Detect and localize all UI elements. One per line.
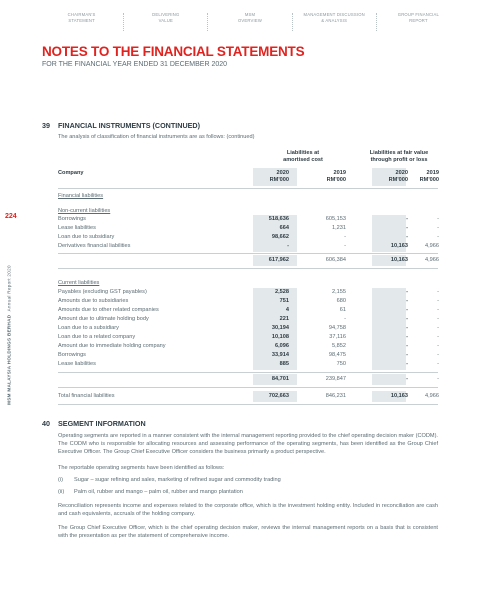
side-running-title <box>7 265 12 405</box>
total-rule <box>58 404 438 405</box>
nav-chairmans-statement[interactable]: CHAIRMAN'S STATEMENT <box>67 12 96 23</box>
table-row-subtotal: 84,701 239,847 - - <box>271 376 439 382</box>
section-39-heading <box>42 121 200 130</box>
column-company-label: Company <box>58 170 84 176</box>
side-company-name: MSM MALAYSIA HOLDINGS BERHAD <box>6 314 12 405</box>
table-row: Loan due to a subsidiary 30,194 94,758 - - <box>58 325 439 331</box>
table-row: Amount due to immediate holding company 6,096 5,852 - - <box>58 343 439 349</box>
column-year-2020-a: 2020 RM'000 <box>269 170 289 183</box>
side-report-name: Annual Report 2020 <box>6 265 12 312</box>
column-group-amortised-cost: Liabilities at amortised cost <box>283 150 323 163</box>
table-row: Loan due to subsidiary 98,662 - - - <box>58 234 439 240</box>
subtotal-rule <box>58 387 438 388</box>
segment-bullet: (i) Sugar – sugar refining and sales, marketing of refined sugar and commodity trading <box>58 477 281 483</box>
segment-paragraph-1: Operating segments are reported in a manner consistent with the internal management reporting provided to the chief operating decision maker (CODM). The CODM who is responsible for allocating resources and assessing performance of the operating segments, has been identified as the Group Chief Executive Officer. The Group Chief Executive Officer considers the business primarily a product perspective. <box>58 433 438 455</box>
section-title: SEGMENT INFORMATION <box>58 419 146 428</box>
table-row-subtotal: 617,962 606,384 10,163 4,966 <box>268 257 439 263</box>
section-number: 39 <box>42 121 50 130</box>
non-current-heading: Non-current liabilities <box>58 208 111 214</box>
header-rule <box>58 188 438 189</box>
current-heading: Current liabilities <box>58 280 100 286</box>
nav-delivering-value[interactable]: DELIVERING VALUE <box>152 12 180 23</box>
segment-paragraph-2: The reportable operating segments have been identified as follows: <box>58 465 225 471</box>
column-year-2019-a: 2019 RM'000 <box>326 170 346 183</box>
segment-bullet: (ii) Palm oil, rubber and mango – palm oil, rubber and mango plantation <box>58 489 243 495</box>
nav-group-financial-report[interactable]: GROUP FINANCIAL REPORT <box>397 12 440 23</box>
table-row: Borrowings 518,636 605,153 - - <box>58 216 439 222</box>
table-row: Derivatives financial liabilities - - 10,163 4,966 <box>58 243 439 249</box>
table-row: Amounts due to subsidiaries 751 680 - - <box>58 298 439 304</box>
table-row <box>58 280 438 287</box>
table-row: Amount due to ultimate holding body 221 - - - <box>58 316 439 322</box>
top-navigation <box>40 12 460 34</box>
financial-liabilities-heading: Financial liabilities <box>58 193 104 199</box>
table-row: Lease liabilities 664 1,231 - - <box>58 225 439 231</box>
page-subtitle: FOR THE FINANCIAL YEAR ENDED 31 DECEMBER 2020 <box>42 61 228 68</box>
section-number: 40 <box>42 419 50 428</box>
page-title: NOTES TO THE FINANCIAL STATEMENTS <box>42 44 305 59</box>
segment-paragraph-4: The Group Chief Executive Officer, which is the chief operating decision maker, reviews the internal management reports on a basis that is consistent with the presentation as per the statement of comprehensive income. <box>58 525 438 539</box>
table-row: Borrowings 33,914 98,475 - - <box>58 352 439 358</box>
nav-management-discussion[interactable]: MANAGEMENT DISCUSSION & ANALYSIS <box>303 12 365 23</box>
table-row: Payables (excluding GST payables) 2,528 2,155 - - <box>58 289 439 295</box>
section-title: FINANCIAL INSTRUMENTS (CONTINUED) <box>58 121 201 130</box>
nav-msm-overview[interactable]: MSM OVERVIEW <box>237 12 263 23</box>
table-row: Lease liabilities 885 750 - - <box>58 361 439 367</box>
table-row: Amounts due to other related companies 4 61 - - <box>58 307 439 313</box>
subtotal-rule <box>58 372 438 373</box>
table-row <box>58 208 438 215</box>
column-group-fair-value: Liabilities at fair value through profit or loss <box>369 150 429 163</box>
segment-paragraph-3: Reconciliation represents income and expenses related to the corporate office, which is the investment holding entity. Included in reconciliation are cash and cash equivalents, accruals of the holding company. <box>58 503 438 517</box>
table-row: Loan due to a related company 10,108 37,116 - - <box>58 334 439 340</box>
table-row-total: Total financial liabilities 702,663 846,231 10,163 4,966 <box>58 393 439 399</box>
subtotal-rule <box>58 268 438 269</box>
page-number: 224 <box>5 213 17 220</box>
column-year-2019-b: 2019 RM'000 <box>419 170 439 183</box>
table-row <box>58 193 438 200</box>
section-40-heading <box>42 419 146 428</box>
column-year-2020-b: 2020 RM'000 <box>388 170 408 183</box>
subtotal-rule <box>58 253 438 254</box>
section-39-intro: The analysis of classification of financial instruments are as follows: (continued) <box>58 134 255 140</box>
